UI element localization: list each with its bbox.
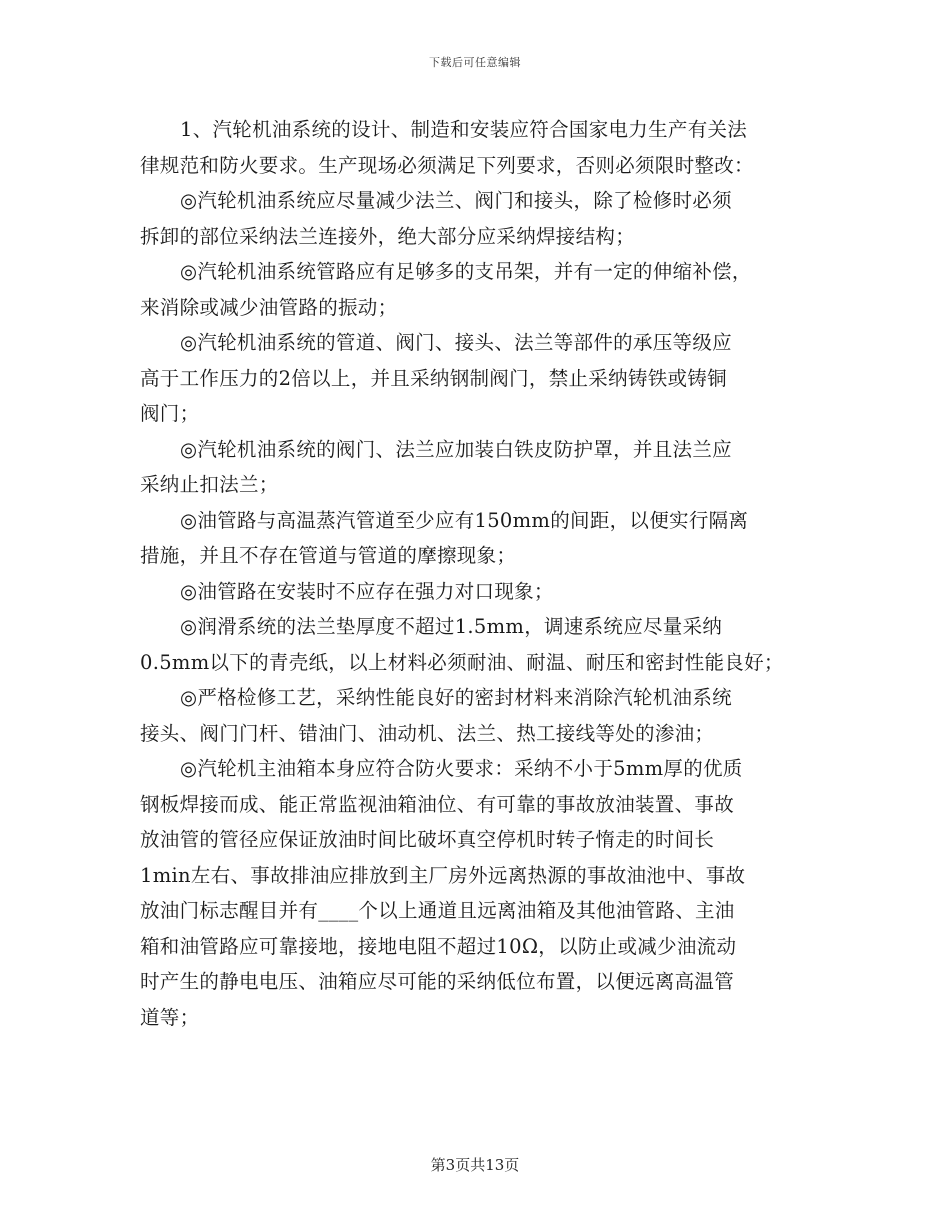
- paragraph-line: 拆卸的部位采纳法兰连接外，绝大部分应采纳焊接结构；: [140, 224, 636, 248]
- document-body: [140, 112, 812, 1035]
- paragraph-line: ◎汽轮机油系统的阀门、法兰应加装白铁皮防护罩，并且法兰应: [180, 437, 732, 461]
- paragraph-6: [140, 503, 812, 574]
- paragraph-line: 来消除或减少油管路的振动；: [140, 295, 398, 319]
- paragraph-line: 道等；: [140, 1005, 200, 1029]
- paragraph-line: 律规范和防火要求。生产现场必须满足下列要求，否则必须限时整改：: [140, 153, 754, 177]
- paragraph-7: [140, 574, 812, 610]
- paragraph-line: ◎汽轮机油系统管路应有足够多的支吊架，并有一定的伸缩补偿，: [180, 260, 752, 283]
- paragraph-line: ◎汽轮机油系统的管道、阀门、接头、法兰等部件的承压等级应: [180, 331, 732, 354]
- paragraph-line: 采纳止扣法兰；: [140, 473, 279, 496]
- paragraph-1: [140, 112, 812, 183]
- paragraph-2: [140, 183, 812, 254]
- paragraph-line: 高于工作压力的2倍以上，并且采纳钢制阀门，禁止采纳铸铁或铸铜: [140, 366, 727, 390]
- paragraph-line: 措施，并且不存在管道与管道的摩擦现象；: [140, 544, 517, 567]
- paragraph-9: [140, 680, 812, 751]
- paragraph-line: 阀门；: [140, 402, 200, 425]
- paragraph-line: 箱和油管路应可靠接地，接地电阻不超过10Ω，以防止或减少油流动: [140, 934, 737, 958]
- paragraph-4: [140, 325, 812, 432]
- paragraph-line: ◎汽轮机油系统应尽量减少法兰、阀门和接头，除了检修时必须: [180, 189, 732, 212]
- paragraph-line: 1min左右、事故排油应排放到主厂房外远离热源的事故油池中、事故: [140, 863, 746, 887]
- paragraph-5: [140, 432, 812, 503]
- paragraph-line: 时产生的静电电压、油箱应尽可能的采纳低位布置，以便远离高温管: [140, 970, 735, 993]
- paragraph-line: 接头、阀门门杆、错油门、油动机、法兰、热工接线等处的渗油；: [140, 721, 715, 745]
- page-number: 第3页共13页: [430, 1156, 520, 1174]
- paragraph-line: 钢板焊接而成、能正常监视油箱油位、有可靠的事故放油装置、事故: [140, 792, 735, 816]
- paragraph-line: 放油管的管径应保证放油时间比破坏真空停机时转子惰走的时间长: [140, 828, 715, 851]
- paragraph-3: [140, 254, 812, 325]
- paragraph-line: ◎油管路在安装时不应存在强力对口现象；: [180, 579, 554, 603]
- paragraph-line: ◎严格检修工艺，采纳性能良好的密封材料来消除汽轮机油系统: [180, 686, 732, 709]
- paragraph-line: ◎油管路与高温蒸汽管道至少应有150mm的间距，以便实行隔离: [180, 508, 749, 532]
- paragraph-10: [140, 751, 812, 1035]
- paragraph-line: 1、汽轮机油系统的设计、制造和安装应符合国家电力生产有关法: [180, 118, 748, 141]
- page-header: 下载后可任意编辑: [429, 56, 521, 69]
- paragraph-line: ◎润滑系统的法兰垫厚度不超过1.5mm，调速系统应尽量采纳: [180, 615, 723, 638]
- paragraph-8: [140, 609, 812, 680]
- paragraph-line: 0.5mm以下的青壳纸，以上材料必须耐油、耐温、耐压和密封性能良好；: [140, 650, 784, 674]
- paragraph-line: 放油门标志醒目并有____个以上通道且远离油箱及其他油管路、主油: [140, 899, 735, 922]
- paragraph-line: ◎汽轮机主油箱本身应符合防火要求：采纳不小于5mm厚的优质: [180, 757, 743, 780]
